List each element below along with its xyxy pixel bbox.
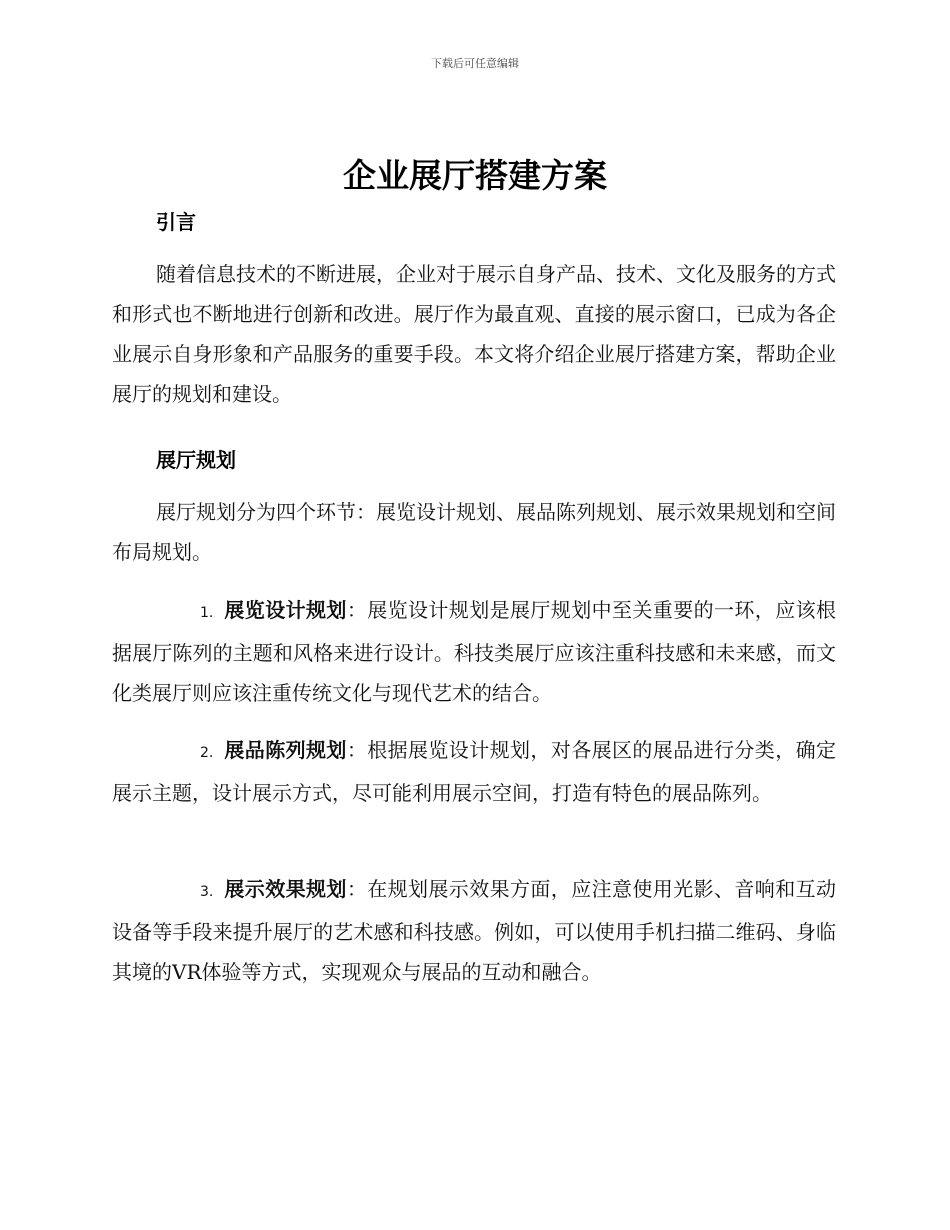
list-item	[112, 590, 836, 713]
list-item-number: 2.	[200, 745, 214, 761]
list-item-term: 展品陈列规划	[224, 738, 347, 762]
list-item-term: 展览设计规划	[224, 598, 347, 622]
intro-paragraph: 随着信息技术的不断进展，企业对于展示自身产品、技术、文化及服务的方式和形式也不断地进行创新和改进。展厅作为最直观、直接的展示窗口，已成为各企业展示自身形象和产品服务的重要手段。本文将介绍企业展厅搭建方案，帮助企业展厅的规划和建设。	[112, 262, 836, 406]
header-note: 下载后可任意编辑	[431, 57, 519, 70]
list-item-text: ：在规划展示效果方面，应注意使用光影、音响和互动设备等手段来提升展厅的艺术感和科技感。例如，可以使用手机扫描二维码、身临其境的VR体验等方式，实现观众与展品的互动和融合。	[112, 877, 837, 984]
list-item-number: 3.	[200, 884, 214, 900]
page-title: 企业展厅搭建方案	[343, 156, 607, 195]
list-item-text: ：展览设计规划是展厅规划中至关重要的一环，应该根据展厅陈列的主题和风格来进行设计。科技类展厅应该注重科技感和未来感，而文化类展厅则应该注重传统文化与现代艺术的结合。	[112, 598, 837, 705]
list-item	[112, 730, 836, 813]
section-heading-planning: 展厅规划	[156, 448, 236, 472]
list-item-text: ：根据展览设计规划，对各展区的展品进行分类，确定展示主题，设计展示方式，尽可能利用展示空间，打造有特色的展品陈列。	[112, 738, 837, 805]
list-item	[112, 869, 836, 992]
list-item-number: 1.	[200, 605, 214, 621]
planning-paragraph: 展厅规划分为四个环节：展览设计规划、展品陈列规划、展示效果规划和空间布局规划。	[112, 500, 836, 564]
section-heading-intro: 引言	[156, 210, 196, 234]
list-item-term: 展示效果规划	[224, 877, 347, 901]
